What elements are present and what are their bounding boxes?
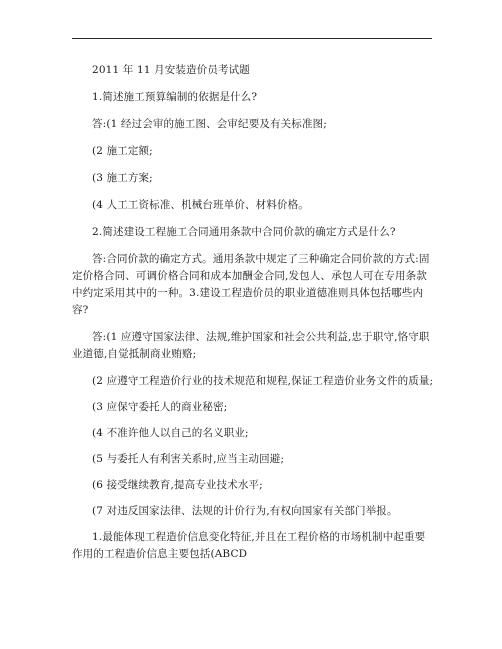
document-body [72, 62, 434, 573]
multiple-choice-question-1: 1.最能体现工程造价信息变化特征,并且在工程价格的市场机制中起重要作用的工程造价信息主要包括(ABCD [72, 531, 426, 560]
header-rule [72, 38, 432, 39]
answer-3-item-7: (7 对违反国家法律、法规的计价行为,有权向国家有关部门举报。 [92, 505, 398, 517]
question-1: 1.简述施工预算编制的依据是什么? [92, 91, 258, 103]
answer-3-item-1: 答:(1 应遵守国家法律、法规,维护国家和社会公共利益,忠于职守,恪守职业道德,自觉抵制商业贿赂; [72, 331, 430, 360]
answer-1-item-4: (4 人工工资标准、机械台班单价、材料价格。 [92, 199, 309, 211]
answer-3-item-4: (4 不准许他人以自己的名义职业; [92, 427, 249, 439]
answer-3-item-6: (6 接受继续教育,提高专业技术水平; [92, 479, 263, 491]
answer-3-item-5: (5 与委托人有利害关系时,应当主动回避; [92, 453, 285, 465]
answer-1-item-2: (2 施工定额; [92, 145, 153, 157]
answer-3-item-2: (2 应遵守工程造价行业的技术规范和规程,保证工程造价业务文件的质量; [92, 375, 434, 387]
answer-3-item-3: (3 应保守委托人的商业秘密; [92, 401, 228, 413]
document-title: 2011 年 11 月安装造价员考试题 [92, 64, 250, 76]
question-2: 2.简述建设工程施工合同通用条款中合同价款的确定方式是什么? [92, 226, 396, 238]
answer-1-item-3: (3 施工方案; [92, 172, 153, 184]
answer-1-item-1: 答:(1 经过会审的施工图、会审纪要及有关标准图; [92, 118, 327, 130]
answer-2: 答:合同价款的确定方式。通用条款中规定了三种确定合同价款的方式:固定价格合同、可调价格合同和成本加酬金合同,发包人、承包人可在专用条款中约定采用其中的一种。3.建设工程造价员的职业道德准则具体包括哪些内容? [72, 253, 430, 316]
